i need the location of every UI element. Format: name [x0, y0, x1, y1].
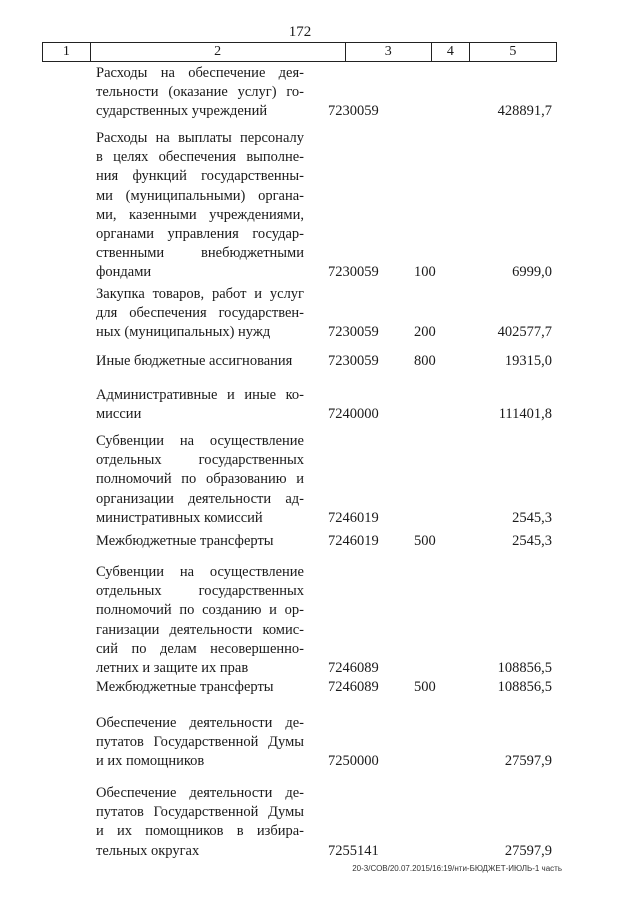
description-line: Субвенции на осуществление	[96, 564, 304, 580]
description-line: ния функций государственны-	[96, 168, 304, 185]
row-code: 7255141	[328, 842, 379, 859]
row-code: 7230059	[328, 324, 379, 341]
row-description	[96, 784, 304, 861]
row-amount: 27597,9	[504, 842, 552, 859]
row-amount: 2545,3	[512, 533, 552, 549]
description-line: сударственных учреждений	[96, 103, 268, 120]
row-code: 7230059	[328, 353, 379, 369]
column-header-2: 2	[91, 43, 346, 61]
row-description	[96, 386, 304, 424]
description-line: организации деятельности ад-	[96, 490, 304, 507]
row-description	[96, 64, 304, 122]
row-code: 7246019	[328, 509, 379, 526]
row-amount: 111401,8	[498, 406, 552, 423]
row-code: 7246089	[328, 679, 379, 695]
description-line: и их помощников в избира-	[96, 823, 304, 840]
row-amount: 27597,9	[504, 753, 552, 770]
description-line: отдельных государственных	[96, 452, 304, 469]
description-line: Иные бюджетные ассигнования	[96, 353, 293, 369]
description-line: летних и защите их прав	[96, 660, 249, 677]
column-header-row	[42, 42, 557, 62]
row-amount: 2545,3	[512, 509, 552, 526]
description-line: ственными внебюджетными	[96, 245, 304, 262]
description-line: полномочий по созданию и ор-	[96, 602, 304, 619]
row-amount: 402577,7	[497, 324, 552, 341]
description-line: ми (муниципальными) органа-	[96, 187, 304, 204]
row-description	[96, 285, 304, 343]
row-code: 7230059	[328, 103, 379, 120]
description-line: Межбюджетные трансферты	[96, 679, 274, 695]
row-code: 7250000	[328, 753, 379, 770]
description-line: министративных комиссий	[96, 509, 263, 526]
row-expense-type: 500	[414, 679, 436, 695]
row-amount: 428891,7	[497, 103, 552, 120]
description-line: Расходы на выплаты персоналу	[96, 130, 304, 146]
description-line: в целях обеспечения выполне-	[96, 149, 304, 166]
row-code: 7240000	[328, 406, 379, 423]
description-line: ганизации деятельности комис-	[96, 621, 304, 638]
row-amount: 6999,0	[512, 264, 552, 281]
row-description	[96, 352, 304, 371]
row-amount: 19315,0	[504, 353, 552, 369]
row-description	[96, 532, 304, 551]
description-line: отдельных государственных	[96, 583, 304, 600]
row-description	[96, 563, 304, 678]
row-description	[96, 129, 304, 283]
description-line: ных (муниципальных) нужд	[96, 324, 271, 341]
row-code: 7246019	[328, 533, 379, 549]
description-line: Обеспечение деятельности де-	[96, 715, 304, 731]
description-line: Субвенции на осуществление	[96, 433, 304, 449]
description-line: Расходы на обеспечение дея-	[96, 65, 304, 81]
row-code: 7230059	[328, 264, 379, 281]
description-line: Закупка товаров, работ и услуг	[96, 286, 304, 302]
row-expense-type: 200	[414, 324, 436, 341]
row-expense-type: 100	[414, 264, 436, 281]
row-description	[96, 678, 304, 697]
description-line: ми, казенными учреждениями,	[96, 206, 304, 223]
description-line: тельности (оказание услуг) го-	[96, 84, 304, 101]
description-line: путатов Государственной Думы	[96, 804, 304, 821]
column-header-1: 1	[43, 43, 91, 61]
row-description	[96, 714, 304, 772]
description-line: миссии	[96, 406, 142, 423]
description-line: фондами	[96, 264, 152, 281]
row-amount: 108856,5	[497, 679, 552, 695]
description-line: для обеспечения государствен-	[96, 305, 304, 322]
description-line: путатов Государственной Думы	[96, 734, 304, 751]
row-amount: 108856,5	[497, 660, 552, 676]
column-header-5: 5	[509, 44, 517, 59]
row-expense-type: 500	[414, 533, 436, 549]
row-code: 7246089	[328, 660, 379, 676]
description-line: полномочий по образованию и	[96, 471, 304, 488]
row-expense-type: 800	[414, 353, 436, 369]
column-header-4: 4	[432, 43, 470, 61]
description-line: Межбюджетные трансферты	[96, 533, 274, 549]
description-line: тельных округах	[96, 842, 200, 859]
column-header-3: 3	[346, 43, 432, 61]
description-line: Административные и иные ко-	[96, 387, 304, 403]
description-line: органами управления государ-	[96, 226, 304, 243]
document-footer-stamp: 20-3/СОВ/20.07.2015/16:19/нти-БЮДЖЕТ-ИЮЛЬ-1 часть	[352, 864, 562, 873]
description-line: сий по делам несовершенно-	[96, 640, 304, 657]
page-number: 172	[288, 24, 312, 40]
row-description	[96, 432, 304, 528]
description-line: и их помощников	[96, 753, 205, 770]
description-line: Обеспечение деятельности де-	[96, 785, 304, 801]
